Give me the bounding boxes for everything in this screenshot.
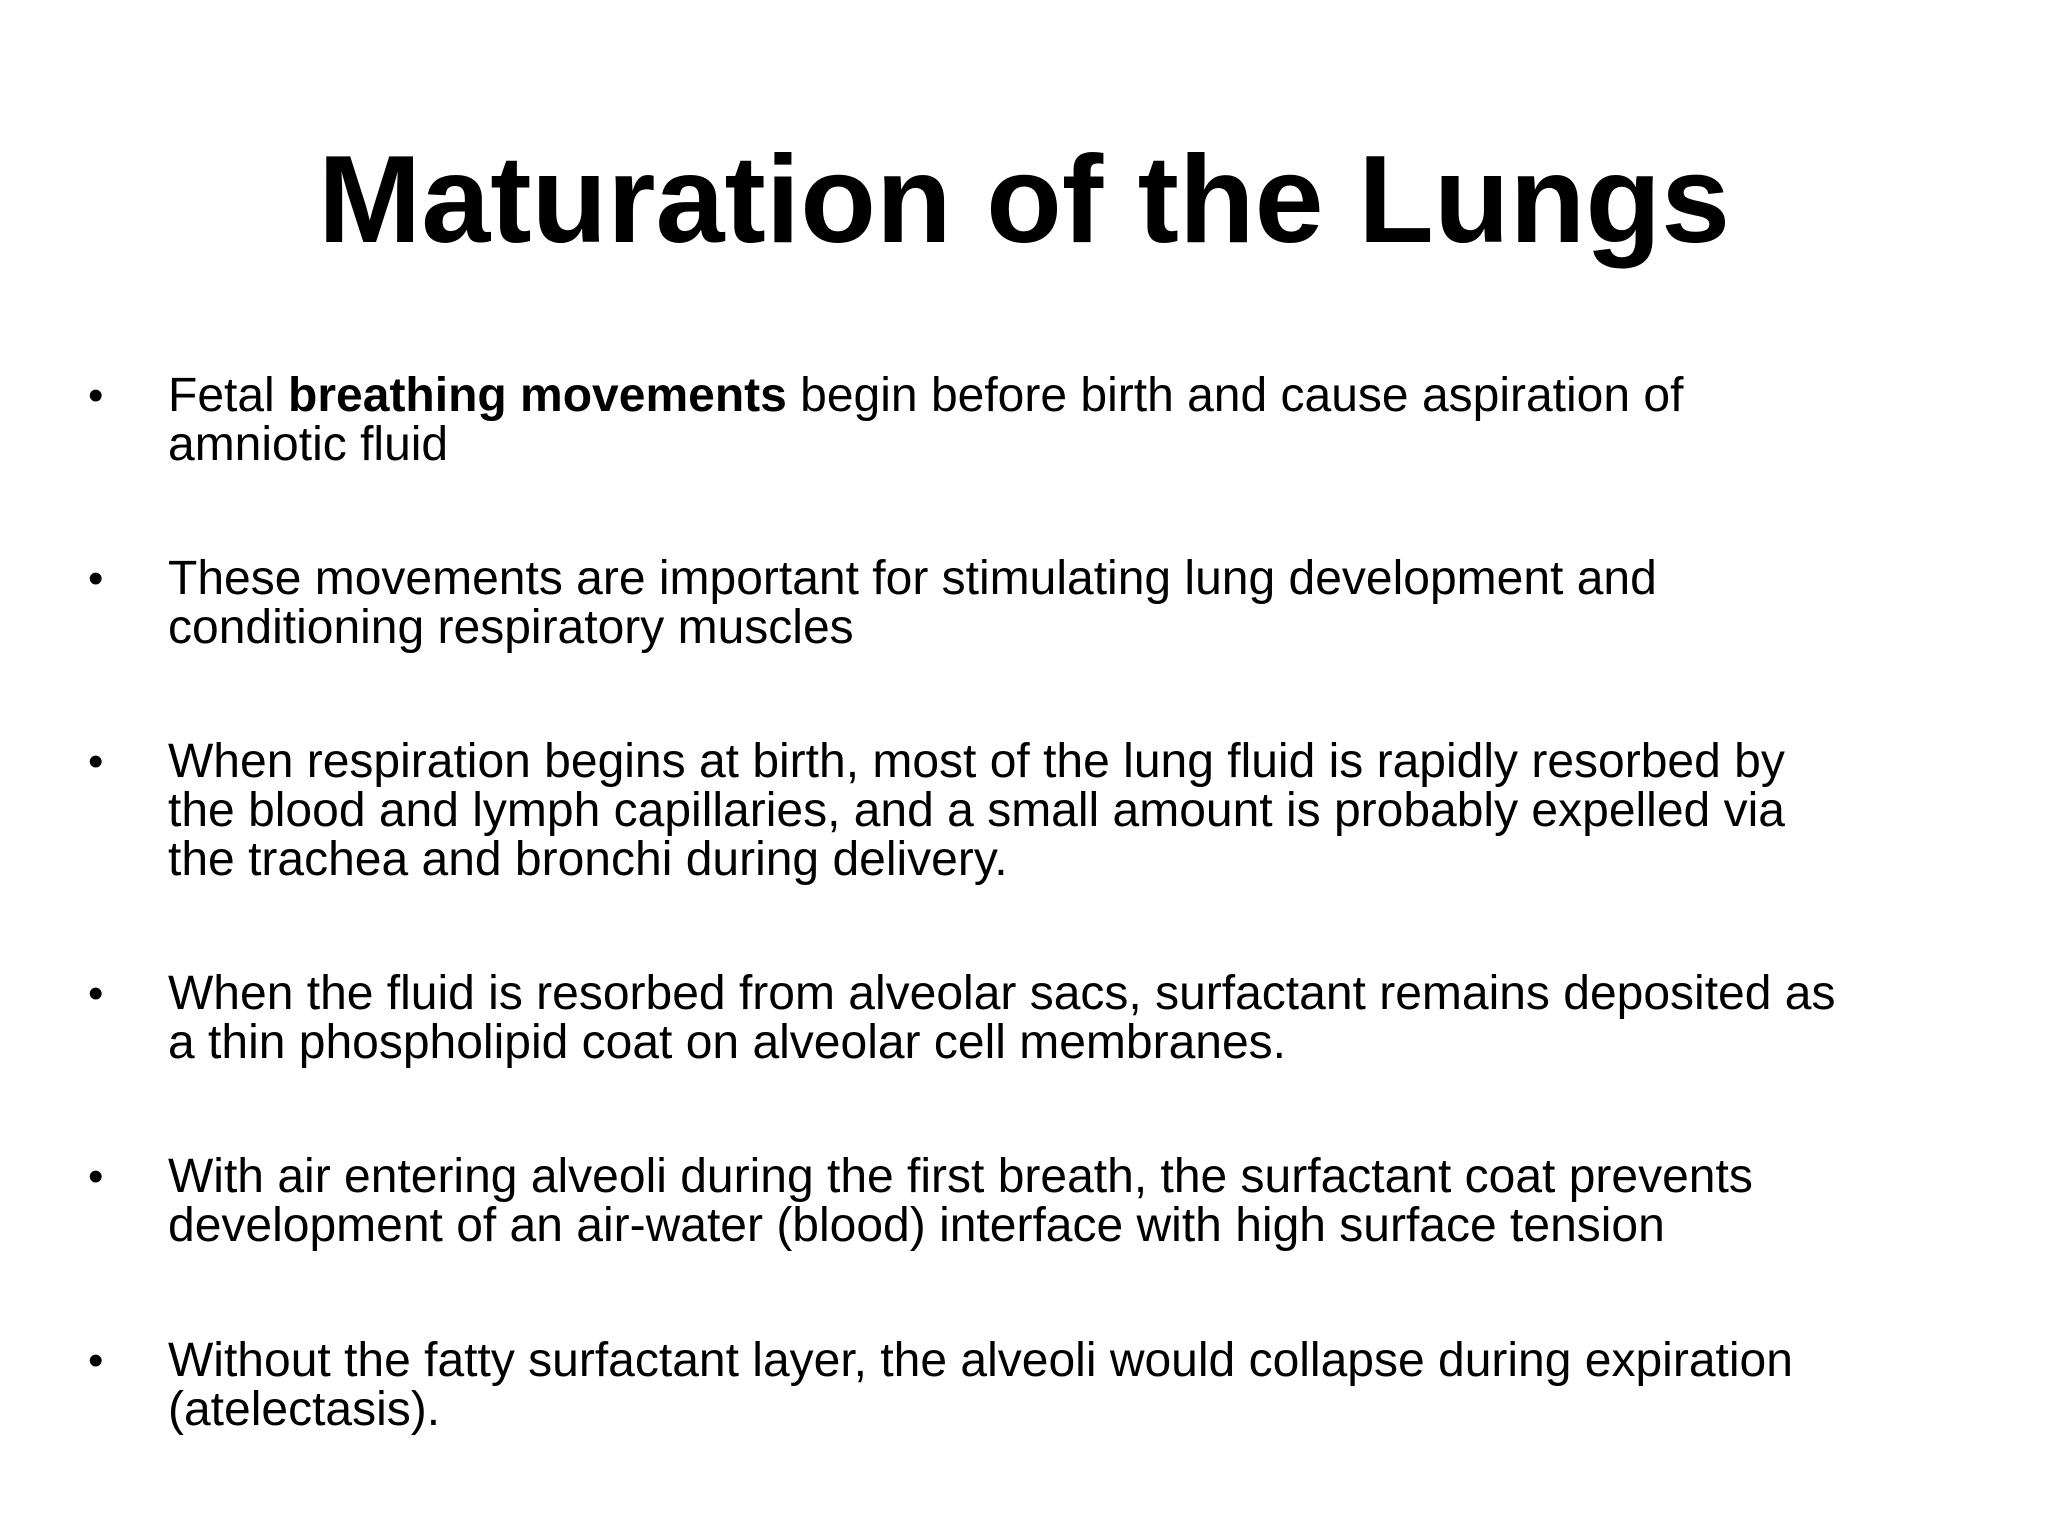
bullet-text-segment: begin before birth and cause aspiration of	[786, 369, 1684, 422]
bullet-line	[168, 371, 1998, 420]
bullet-line: With air entering alveoli during the first breath, the surfactant coat prevents	[168, 1150, 1753, 1203]
bullet-bold-term: breathing movements	[288, 369, 787, 422]
bullet-icon: •	[88, 554, 104, 603]
bullet-line: conditioning respiratory muscles	[168, 601, 854, 654]
bullet-line: a thin phospholipid coat on alveolar cell membranes.	[168, 1016, 1286, 1069]
bullet-icon: •	[88, 737, 104, 786]
bullet-line: Without the fatty surfactant layer, the alveoli would collapse during expiration	[168, 1334, 1793, 1387]
bullet-line: When respiration begins at birth, most of the lung fluid is rapidly resorbed by	[168, 735, 1785, 788]
bullet-icon: •	[88, 969, 104, 1018]
bullet-line: These movements are important for stimulating lung development and	[168, 552, 1657, 605]
bullet-line: amniotic fluid	[168, 418, 449, 471]
bullet-line: the blood and lymph capillaries, and a small amount is probably expelled via	[168, 784, 1785, 837]
bullet-text	[168, 371, 1998, 469]
bullet-icon: •	[88, 371, 104, 420]
bullet-text	[168, 554, 1998, 652]
bullet-icon: •	[88, 1336, 104, 1385]
bullet-text	[168, 969, 1998, 1067]
bullet-line: development of an air-water (blood) interface with high surface tension	[168, 1199, 1665, 1252]
bullet-text	[168, 1336, 1998, 1434]
bullet-line: the trachea and bronchi during delivery.	[168, 833, 1008, 886]
bullet-icon: •	[88, 1152, 104, 1201]
bullet-line: When the fluid is resorbed from alveolar sacs, surfactant remains deposited as	[168, 967, 1836, 1020]
bullet-text	[168, 1152, 1998, 1250]
bullet-line: (atelectasis).	[168, 1383, 441, 1436]
bullet-text-segment: Fetal	[168, 369, 289, 422]
slide-title: Maturation of the Lungs	[317, 131, 1731, 269]
bullet-text	[168, 737, 1998, 884]
